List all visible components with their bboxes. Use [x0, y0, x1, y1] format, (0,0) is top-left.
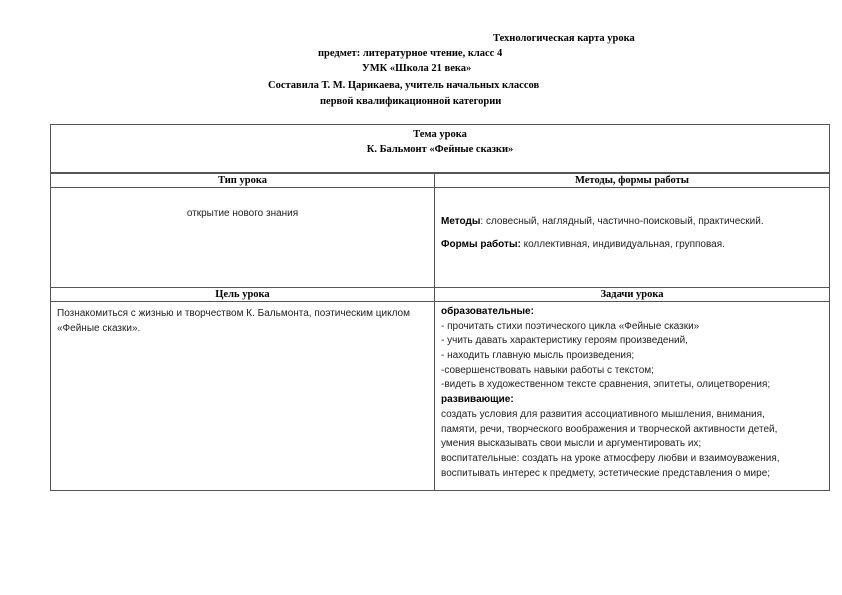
lesson-table	[50, 173, 830, 491]
task-item: умения высказывать свои мысли и аргументировать их;	[441, 438, 702, 450]
goal-header: Цель урока	[215, 289, 270, 300]
tasks-header: Задачи урока	[600, 289, 664, 300]
task-item: -видеть в художественном тексте сравнения, эпитеты, олицетворения;	[441, 379, 771, 391]
methods-cell	[441, 214, 826, 229]
category-line: первой квалификационной категории	[320, 96, 502, 107]
task-item: -совершенствовать навыки работы с текстом;	[441, 364, 654, 376]
task-item: - прочитать стихи поэтического цикла «Фейные сказки»	[441, 320, 700, 332]
document-title: Технологическая карта урока	[493, 33, 635, 44]
forms-cell	[441, 237, 826, 252]
goal-text: Познакомиться с жизнью и творчеством К. Бальмонта, поэтическим циклом «Фейные сказки».	[57, 308, 410, 334]
task-item: образовательные:	[441, 306, 534, 317]
task-item: создать условия для развития ассоциативного мышления, внимания,	[441, 408, 765, 420]
methods-text: : словесный, наглядный, частично-поисковый, практический.	[480, 216, 764, 227]
methods-header: Методы, формы работы	[575, 175, 689, 186]
column-divider	[434, 174, 435, 490]
topic-label: Тема урока	[413, 129, 467, 140]
methods-label: Методы	[441, 216, 481, 227]
task-item: - находить главную мысль произведения;	[441, 350, 635, 362]
author-line: Составила Т. М. Царикаева, учитель начальных классов	[268, 80, 540, 91]
task-item: памяти, речи, творческого воображения и творческой активности детей,	[441, 423, 778, 435]
row-divider	[51, 187, 829, 188]
umk-line: УМК «Школа 21 века»	[362, 63, 472, 74]
tasks-list	[441, 305, 827, 481]
task-item: развивающие:	[441, 394, 514, 406]
row-divider	[51, 287, 829, 288]
lesson-type-value: открытие нового знания	[186, 208, 299, 219]
task-item: воспитывать интерес к предмету, эстетические представления о мире;	[441, 467, 771, 479]
topic-title: К. Бальмонт «Фейные сказки»	[366, 144, 514, 155]
forms-label: Формы работы:	[441, 239, 521, 250]
task-item: воспитательные: создать на уроке атмосферу любви и взаимоуважения,	[441, 452, 780, 464]
subject-line: предмет: литературное чтение, класс 4	[318, 48, 503, 59]
task-item: - учить давать характеристику героям произведений,	[441, 335, 688, 347]
row-divider	[51, 301, 829, 302]
type-header: Тип урока	[218, 175, 267, 186]
topic-box	[50, 124, 830, 173]
forms-text: коллективная, индивидуальная, групповая.	[520, 239, 725, 250]
